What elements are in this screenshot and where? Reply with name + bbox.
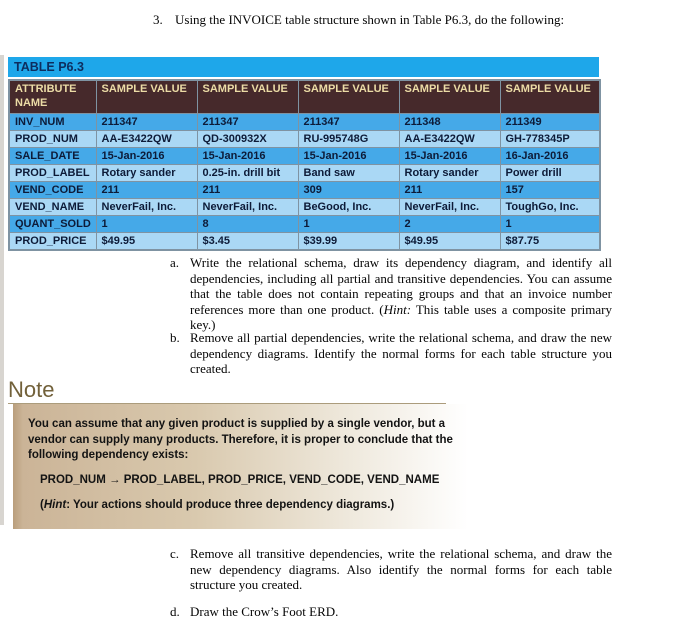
exercise-item-b — [170, 330, 612, 377]
attribute-cell: PROD_LABEL — [9, 165, 96, 182]
table-row — [9, 233, 600, 251]
table-row — [9, 131, 600, 148]
attribute-cell: PROD_PRICE — [9, 233, 96, 251]
hint-italic: Hint: — [383, 301, 412, 317]
value-cell: 1 — [298, 216, 399, 233]
exercise-item-c — [170, 546, 612, 593]
hint-italic: Hint — [43, 498, 67, 511]
header-sample-value: SAMPLE VALUE — [96, 80, 197, 114]
value-cell: 211 — [399, 182, 500, 199]
table-body — [9, 114, 600, 251]
value-cell: $39.99 — [298, 233, 399, 251]
value-cell: RU-995748G — [298, 131, 399, 148]
value-cell: 8 — [197, 216, 298, 233]
value-cell: Rotary sander — [399, 165, 500, 182]
value-cell: 211347 — [197, 114, 298, 131]
item-text: Remove all transitive dependencies, write the relational schema, and draw the new dependency diagrams. Also identify the normal forms for each table structure you created. — [190, 546, 612, 593]
value-cell: $49.95 — [399, 233, 500, 251]
header-row — [9, 80, 600, 114]
item-label: c. — [170, 546, 180, 561]
table-row — [9, 216, 600, 233]
invoice-sample-table — [8, 79, 601, 251]
value-cell: AA-E3422QW — [96, 131, 197, 148]
item-text-after: This table uses a composite primary key.) — [190, 301, 612, 333]
value-cell: GH-778345P — [500, 131, 600, 148]
value-cell: ToughGo, Inc. — [500, 199, 600, 216]
value-cell: 2 — [399, 216, 500, 233]
value-cell: Band saw — [298, 165, 399, 182]
attribute-cell: PROD_NUM — [9, 131, 96, 148]
value-cell: 211349 — [500, 114, 600, 131]
value-cell: 211347 — [298, 114, 399, 131]
exercise-instruction — [153, 12, 633, 28]
value-cell: 15-Jan-2016 — [399, 148, 500, 165]
value-cell: $87.75 — [500, 233, 600, 251]
note-box — [13, 404, 663, 529]
hint-open-paren: ( — [40, 498, 44, 511]
value-cell: Power drill — [500, 165, 600, 182]
item-text-main: Write the relational schema, draw its dependency diagram, and identify all dependencies, including all partial and transitive dependencies. You can assume that the table does not contain repeating groups and that an invoice number references more than one product. ( — [190, 255, 612, 317]
value-cell: 211347 — [96, 114, 197, 131]
note-section — [8, 377, 670, 529]
value-cell: Rotary sander — [96, 165, 197, 182]
instruction-text: Using the INVOICE table structure shown in Table P6.3, do the following: — [175, 12, 565, 27]
value-cell: $3.45 — [197, 233, 298, 251]
item-label: d. — [170, 604, 180, 619]
instruction-number: 3. — [153, 12, 163, 27]
value-cell: 15-Jan-2016 — [197, 148, 298, 165]
value-cell: NeverFail, Inc. — [96, 199, 197, 216]
value-cell: 211 — [96, 182, 197, 199]
value-cell: 15-Jan-2016 — [298, 148, 399, 165]
table-title: TABLE P6.3 — [8, 57, 599, 77]
header-sample-value: SAMPLE VALUE — [197, 80, 298, 114]
table-header — [9, 80, 600, 114]
page-edge-artifact — [0, 55, 4, 525]
table-row — [9, 148, 600, 165]
item-label: b. — [170, 330, 180, 345]
table-row — [9, 182, 600, 199]
value-cell: 157 — [500, 182, 600, 199]
value-cell: 211348 — [399, 114, 500, 131]
table-row — [9, 199, 600, 216]
hint-rest: : Your actions should produce three dependency diagrams.) — [66, 498, 395, 511]
value-cell: $49.95 — [96, 233, 197, 251]
table-row — [9, 165, 600, 182]
header-sample-value: SAMPLE VALUE — [500, 80, 600, 114]
value-cell: 15-Jan-2016 — [96, 148, 197, 165]
value-cell: 1 — [96, 216, 197, 233]
value-cell: 1 — [500, 216, 600, 233]
value-cell: NeverFail, Inc. — [399, 199, 500, 216]
note-hint — [40, 498, 643, 513]
value-cell: QD-300932X — [197, 131, 298, 148]
item-text — [190, 255, 612, 333]
table-row — [9, 114, 600, 131]
value-cell: NeverFail, Inc. — [197, 199, 298, 216]
note-heading: Note — [8, 377, 446, 404]
item-text: Remove all partial dependencies, write the relational schema, and draw the new dependency diagrams. Identify the normal forms for each table structure you created. — [190, 330, 612, 377]
value-cell: AA-E3422QW — [399, 131, 500, 148]
header-sample-value: SAMPLE VALUE — [298, 80, 399, 114]
attribute-cell: VEND_CODE — [9, 182, 96, 199]
item-label: a. — [170, 255, 180, 270]
note-body-text: You can assume that any given product is supplied by a single vendor, but a vendor can supply many products. Therefore, it is proper to conclude that the following dependency exists: — [28, 418, 453, 461]
attribute-cell: VEND_NAME — [9, 199, 96, 216]
item-text: Draw the Crow’s Foot ERD. — [190, 604, 339, 619]
value-cell: BeGood, Inc. — [298, 199, 399, 216]
attribute-cell: QUANT_SOLD — [9, 216, 96, 233]
attribute-cell: INV_NUM — [9, 114, 96, 131]
exercise-item-a — [170, 255, 612, 333]
value-cell: 16-Jan-2016 — [500, 148, 600, 165]
value-cell: 309 — [298, 182, 399, 199]
attribute-cell: SALE_DATE — [9, 148, 96, 165]
note-dependency-expression: PROD_NUM → PROD_LABEL, PROD_PRICE, VEND_CODE, VEND_NAME — [40, 473, 440, 486]
value-cell: 0.25-in. drill bit — [197, 165, 298, 182]
header-attribute-name: ATTRIBUTE NAME — [9, 80, 96, 114]
exercise-item-d — [170, 604, 612, 620]
invoice-table-section — [8, 57, 599, 251]
header-sample-value: SAMPLE VALUE — [399, 80, 500, 114]
value-cell: 211 — [197, 182, 298, 199]
